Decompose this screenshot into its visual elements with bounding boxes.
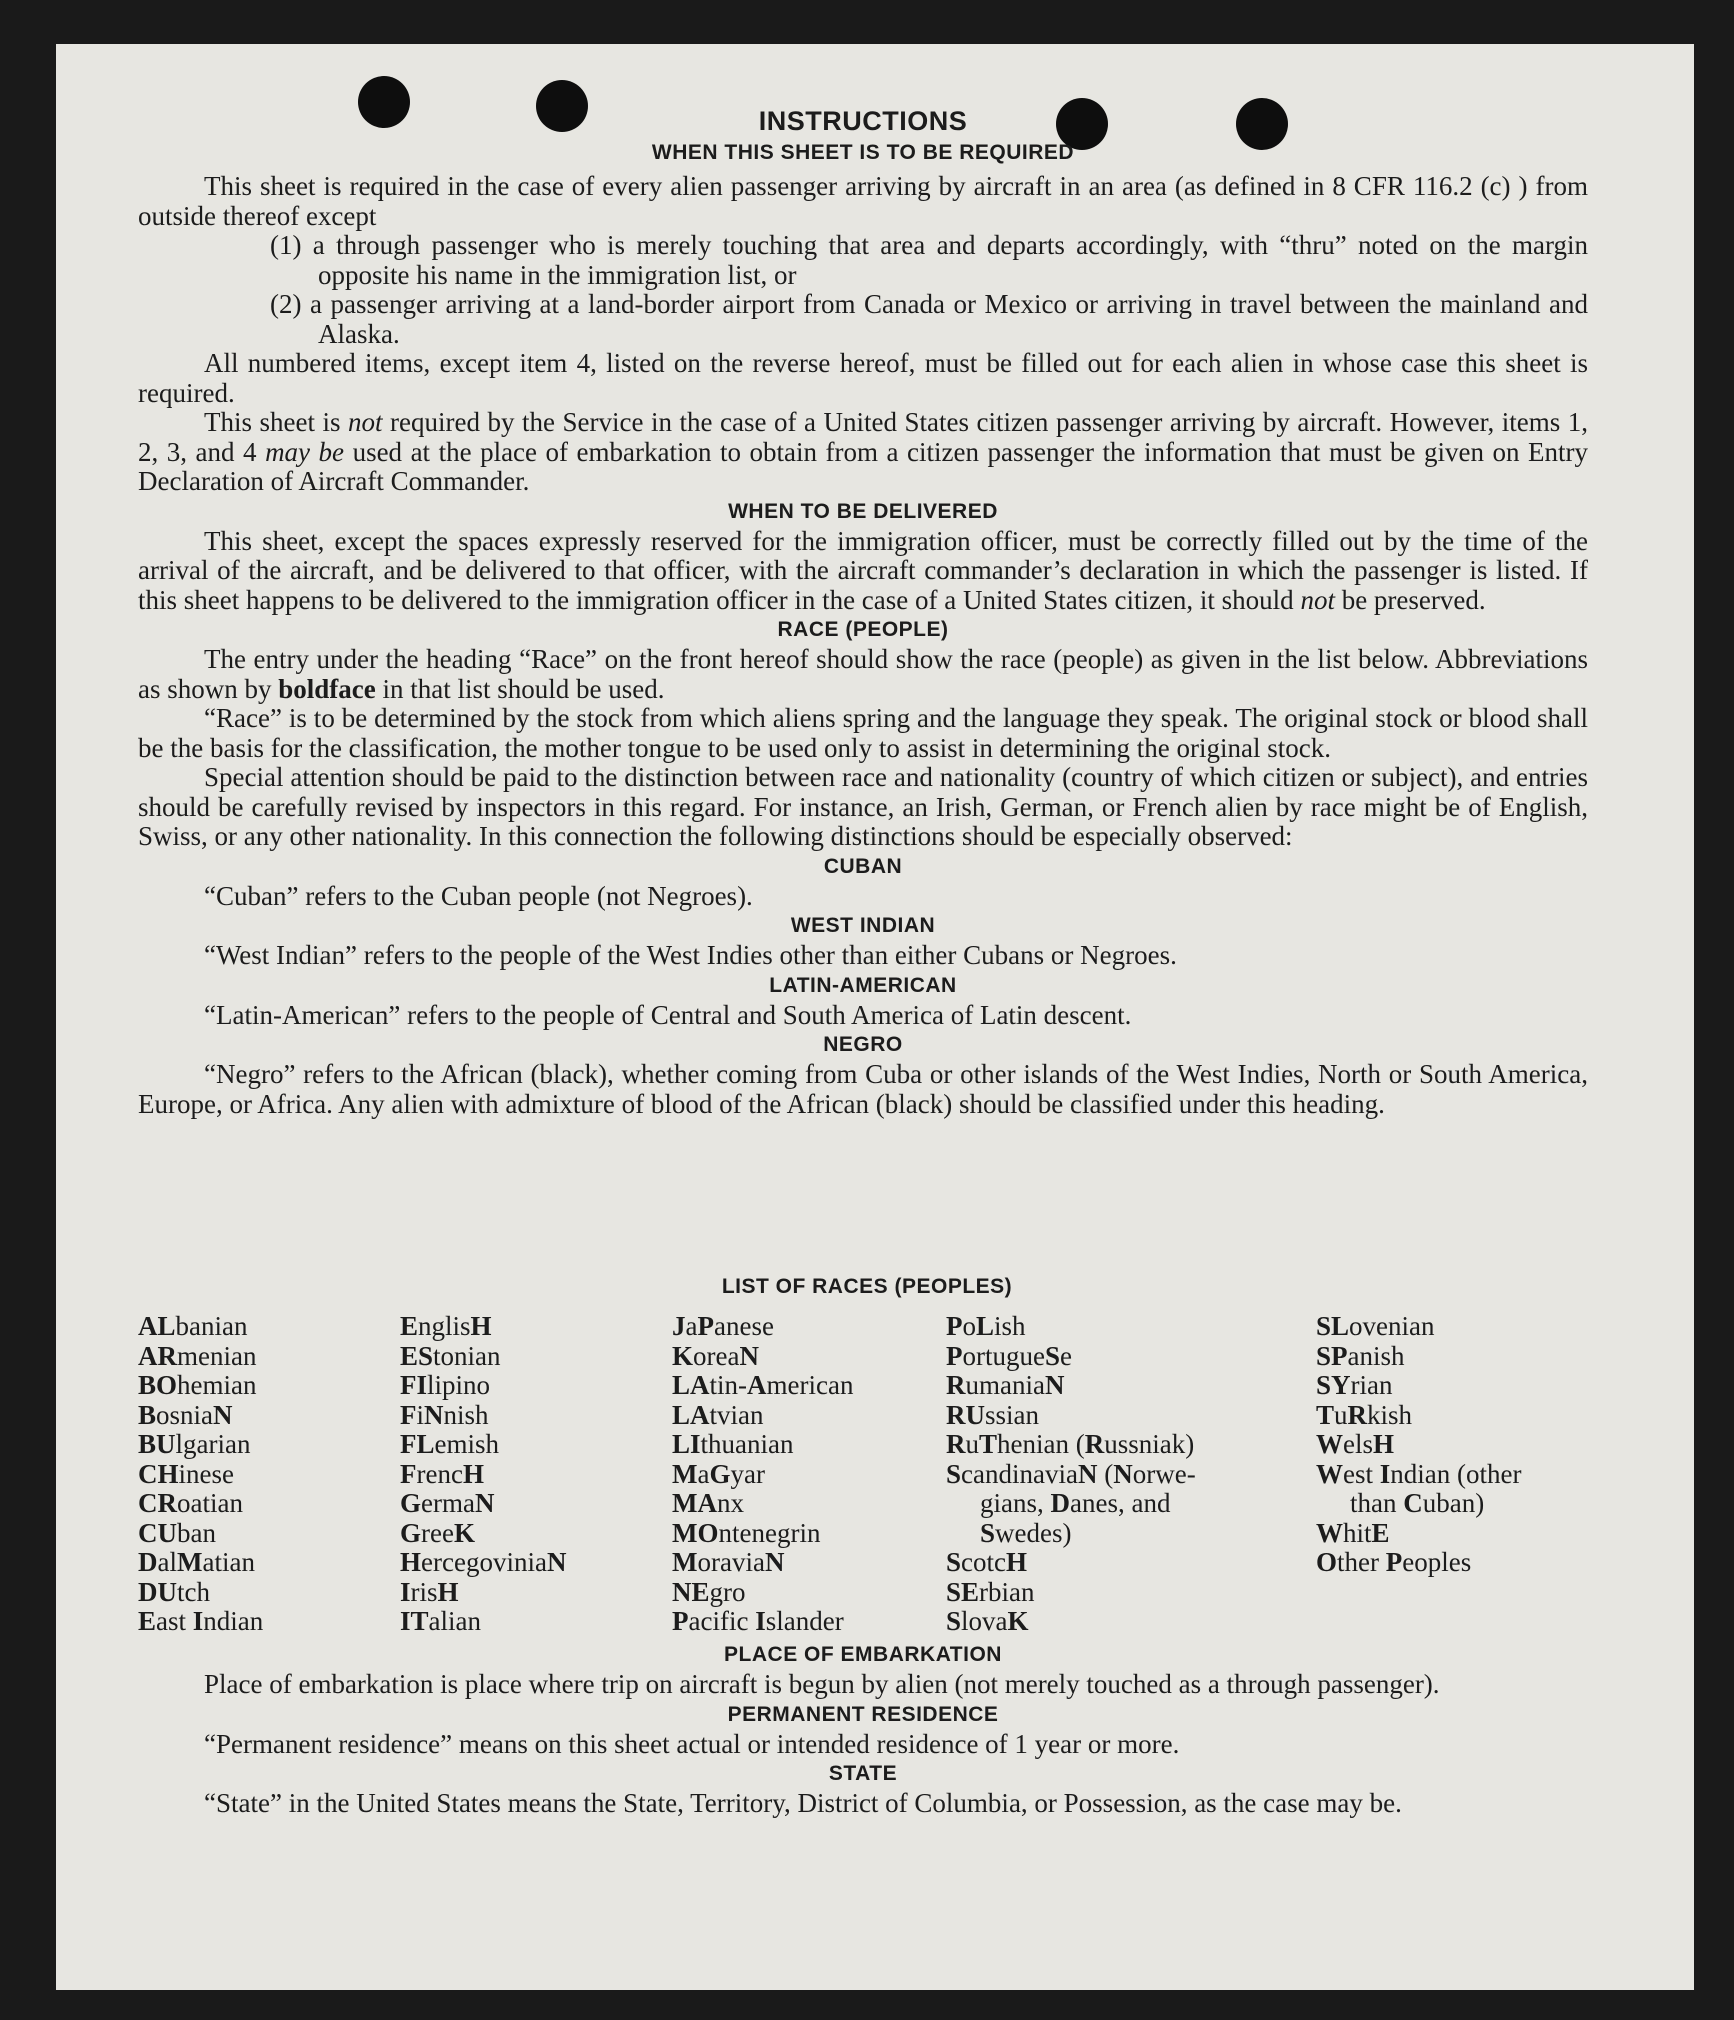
paragraph: This sheet is required in the case of every alien passenger arriving by aircraft in an area (as defined in 8 CFR 116.2 (c) ) from outside thereof except — [138, 171, 1588, 231]
paragraph: Place of embarkation is place where trip on aircraft is begun by alien (not merely touched as a through passenger). — [204, 1669, 1440, 1699]
text-run: This sheet is — [204, 407, 349, 437]
race-entry: East Indian — [138, 1606, 264, 1636]
section-heading: STATE — [828, 1762, 898, 1785]
section-heading: CUBAN — [823, 854, 903, 878]
race-entry: FIlipino — [400, 1370, 491, 1400]
race-entry: BosniaN — [138, 1399, 233, 1430]
race-entry: GreeK — [400, 1517, 475, 1548]
exception-item: (2) a passenger arriving at a land-border airport from Canada or Mexico or arriving in travel between the mainland and Alaska. — [270, 289, 1588, 349]
race-entry: DalMatian — [138, 1547, 255, 1577]
emphasis: not — [348, 407, 383, 437]
race-entry: WelsH — [1316, 1429, 1395, 1459]
race-entry: MaGyar — [672, 1458, 765, 1489]
paragraph — [138, 527, 1588, 616]
race-entry: MAnx — [672, 1488, 744, 1518]
races-column — [400, 1312, 566, 1637]
text-run: required by the Service in the case of a United States citizen passenger arriving by aircraft. However, items 1, 2, 3, and 4 — [138, 407, 1588, 467]
text-run: The entry under the heading “Race” on the front hereof should show the race (people) as given in the list below. Abbreviations as shown by — [138, 644, 1588, 704]
race-entry: Other Peoples — [1316, 1547, 1472, 1577]
race-entry: gians, Danes, and — [980, 1488, 1171, 1518]
race-entry: ITalian — [400, 1606, 482, 1636]
race-entry: Swedes) — [980, 1517, 1072, 1548]
paragraph — [138, 408, 1588, 497]
race-entry: JaPanese — [672, 1311, 774, 1341]
race-entry: FrencH — [400, 1458, 484, 1489]
race-entry: West Indian (other — [1316, 1458, 1522, 1489]
races-column — [138, 1312, 263, 1637]
paragraph: “Negro” refers to the African (black), whether coming from Cuba or other islands of the West Indies, North or South America, Europe, or Africa. Any alien with admixture of blood of the African (black) should be classified under this heading. — [138, 1059, 1588, 1119]
race-entry: HercegoviniaN — [400, 1547, 567, 1577]
race-entry: RUssian — [946, 1399, 1039, 1430]
race-entry: ScotcH — [946, 1547, 1028, 1577]
race-entry: LIthuanian — [672, 1429, 794, 1459]
text-run: be preserved. — [1334, 584, 1486, 615]
race-entry: IrisH — [400, 1576, 459, 1607]
race-entry: SlovaK — [946, 1606, 1029, 1636]
races-column — [946, 1312, 1196, 1637]
race-entry: NEgro — [672, 1576, 746, 1607]
races-list-heading: LIST OF RACES (PEOPLES) — [721, 1275, 1013, 1298]
race-entry: RuThenian (Russniak) — [946, 1429, 1195, 1459]
emphasis: may be — [265, 436, 345, 467]
text-run: used at the place of embarkation to obtain from a citizen passenger the information that must be given on Entry Declaration of Aircraft Commander. — [138, 436, 1589, 496]
race-entry: MOntenegrin — [672, 1517, 821, 1548]
paragraph: All numbered items, except item 4, listed on the reverse hereof, must be filled out for each alien in whose case this sheet is required. — [138, 348, 1588, 408]
paragraph: “State” in the United States means the State, Territory, District of Columbia, or Possession, as the case may be. — [204, 1788, 1402, 1818]
race-entry: GermaN — [400, 1488, 495, 1518]
section-heading: WHEN THIS SHEET IS TO BE REQUIRED — [651, 141, 1075, 164]
instructions-footer — [138, 1640, 1588, 1819]
emphasis: not — [1300, 584, 1335, 615]
race-entry: ALbanian — [138, 1311, 248, 1341]
race-entry: KoreaN — [672, 1340, 759, 1371]
bold-term: boldface — [278, 673, 376, 704]
race-entry: DUtch — [138, 1576, 210, 1607]
race-entry: SErbian — [946, 1576, 1035, 1607]
race-entry: SLovenian — [1316, 1311, 1435, 1341]
race-entry: LAtvian — [672, 1399, 764, 1430]
race-entry: CUban — [138, 1517, 216, 1548]
race-entry: CRoatian — [138, 1488, 243, 1518]
paragraph: “Cuban” refers to the Cuban people (not Negroes). — [204, 880, 753, 911]
section-heading: WHEN TO BE DELIVERED — [728, 499, 998, 523]
instructions-body — [138, 104, 1588, 1119]
paragraph: “Race” is to be determined by the stock from which aliens spring and the language they speak. The original stock or blood shall be the basis for the classification, the mother tongue to be used only to assist in determining the original stock. — [138, 703, 1588, 763]
race-entry: RumaniaN — [946, 1370, 1065, 1400]
section-heading: RACE (PEOPLE) — [777, 618, 949, 641]
race-entry: than Cuban) — [1350, 1488, 1485, 1518]
race-entry: CHinese — [138, 1458, 234, 1489]
race-entry: ScandinaviaN (Norwe- — [946, 1458, 1196, 1489]
paragraph: Special attention should be paid to the distinction between race and nationality (country of which citizen or subject), and entries should be carefully revised by inspectors in this regard. For instance, an Irish, German, or French alien by race might be of English, Swiss, or any other nationality. In this connection the following distinctions should be especially observed: — [138, 762, 1588, 851]
paragraph: “Permanent residence” means on this sheet actual or intended residence of 1 year or more. — [204, 1728, 1180, 1759]
race-entry: ARmenian — [138, 1340, 257, 1371]
race-entry: EStonian — [400, 1340, 501, 1371]
race-entry: SYrian — [1316, 1370, 1393, 1400]
race-entry: MoraviaN — [672, 1547, 785, 1577]
section-heading: PERMANENT RESIDENCE — [727, 1702, 999, 1726]
page-title: INSTRUCTIONS — [758, 106, 968, 136]
races-column — [1316, 1312, 1521, 1578]
race-entry: PoLish — [946, 1311, 1026, 1341]
paragraph: “West Indian” refers to the people of the West Indies other than either Cubans or Negroes. — [204, 940, 1177, 970]
race-entry: BUlgarian — [138, 1429, 251, 1459]
race-entry: Pacific Islander — [672, 1606, 844, 1636]
race-entry: PortugueSe — [946, 1340, 1072, 1371]
section-heading: WEST INDIAN — [790, 914, 936, 937]
race-entry: FLemish — [400, 1429, 500, 1459]
section-heading: LATIN-AMERICAN — [769, 973, 957, 997]
race-entry: BOhemian — [138, 1370, 257, 1400]
race-entry: FiNnish — [400, 1399, 489, 1430]
paragraph: “Latin-American” refers to the people of Central and South America of Latin descent. — [204, 999, 1132, 1030]
race-entry: SPanish — [1316, 1340, 1405, 1371]
exception-item: (1) a through passenger who is merely touching that area and departs accordingly, with “thru” noted on the margin opposite his name in the immigration list, or — [270, 230, 1588, 290]
section-heading: PLACE OF EMBARKATION — [724, 1643, 1002, 1666]
races-column — [672, 1312, 853, 1637]
race-entry: TuRkish — [1316, 1399, 1413, 1430]
paragraph — [138, 645, 1588, 704]
section-heading: NEGRO — [823, 1033, 903, 1056]
race-entry: WhitE — [1316, 1517, 1390, 1548]
race-entry: LAtin-American — [672, 1370, 854, 1400]
text-run: This sheet, except the spaces expressly reserved for the immigration officer, must be correctly filled out by the time of the arrival of the aircraft, and be delivered to that officer, with the aircraft commander’s declaration in which the passenger is listed. If this sheet happens to be delivered to the immigration officer in the case of a United States citizen, it should — [138, 525, 1588, 615]
race-entry: EnglisH — [400, 1311, 492, 1341]
text-run: in that list should be used. — [375, 673, 665, 704]
